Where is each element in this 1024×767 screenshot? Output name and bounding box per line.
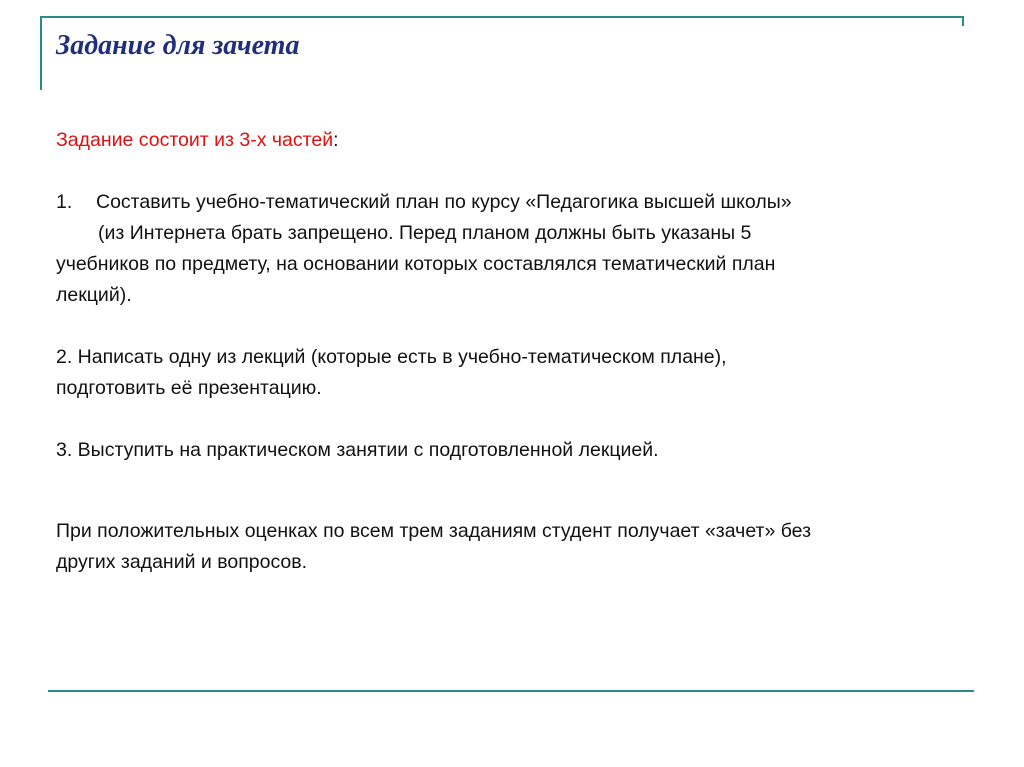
slide-body <box>56 125 956 578</box>
intro-lead: Задание состоит из 3-х частей <box>56 129 334 151</box>
spacer <box>56 466 956 497</box>
frame-left-rule <box>40 16 42 90</box>
intro-line <box>56 125 956 156</box>
frame-right-tick <box>962 16 964 26</box>
item-1-line-2: (из Интернета брать запрещено. Перед планом должны быть указаны 5 <box>98 222 752 244</box>
item-1-number: 1. <box>56 191 73 213</box>
item-2-line-2: подготовить её презентацию. <box>56 377 322 399</box>
item-1-line-3: учебников по предмету, на основании которых составлялся тематический план <box>56 253 776 275</box>
slide-title: Задание для зачета <box>56 30 300 61</box>
conclusion-line-2: других заданий и вопросов. <box>56 551 308 573</box>
item-3-line-1: 3. Выступить на практическом занятии с подготовленной лекцией. <box>56 439 659 461</box>
spacer <box>56 156 956 187</box>
intro-colon: : <box>333 129 339 151</box>
spacer <box>56 497 956 516</box>
footer-rule <box>48 690 974 692</box>
spacer <box>56 311 956 342</box>
frame-top-rule <box>40 16 964 18</box>
conclusion-line-1: При положительных оценках по всем трем заданиям студент получает «зачет» без <box>56 520 812 542</box>
item-2-line-1: 2. Написать одну из лекций (которые есть в учебно-тематическом плане), <box>56 346 727 368</box>
item-1-line-4: лекций). <box>56 284 132 306</box>
item-1-text-1: Составить учебно-тематический план по курсу «Педагогика высшей школы» <box>96 191 792 213</box>
item-1-line-1 <box>56 187 956 218</box>
spacer <box>56 404 956 435</box>
